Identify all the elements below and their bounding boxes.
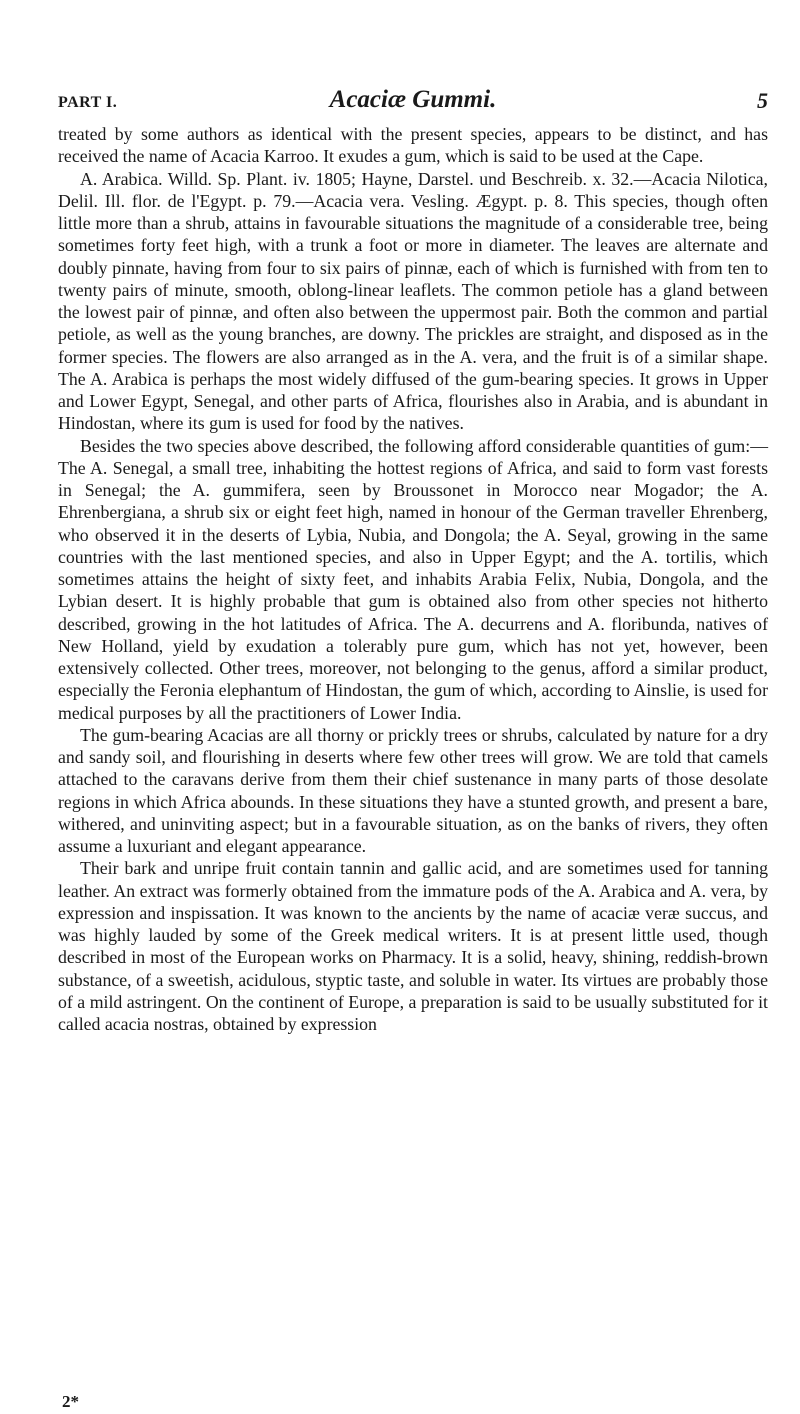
signature-mark: 2* — [62, 1392, 79, 1411]
running-title: Acaciæ Gummi. — [329, 86, 497, 113]
paragraph-other-species: Besides the two species above described, the following afford considerable quantities of gum:—The A. Senegal, a small tree, inhabiting the hottest regions of Africa, and said to form vast forests in Senegal; the A. gummifera, seen by Broussonet in Morocco near Mogador; the A. Ehrenbergiana, a shrub six or eight feet high, named in honour of the German traveller Ehrenberg, who observed it in the deserts of Lybia, Nubia, and Dongola; the A. Seyal, growing in the same countries with the last mentioned species, and also in Upper Egypt; and the A. tortilis, which sometimes attains the height of sixty feet, and inhabits Arabia Felix, Nubia, Dongola, and the Lybian desert. It is highly probable that gum is obtained also from other species not hitherto described, growing in the hot latitudes of Africa. The A. decurrens and A. floribunda, natives of New Holland, yield by exudation a tolerably pure gum, which has not yet, however, been extensively collected. Other trees, moreover, not belonging to the genus, afford a similar product, especially the Feronia elephantum of Hindostan, the gum of which, according to Ainslie, is used for medical purposes by all the practitioners of Lower India. — [58, 435, 768, 723]
paragraph-continuation: treated by some authors as identical with the present species, appears to be distinct, and has received the name of Acacia Karroo. It exudes a gum, which is said to be used at the Cape. — [58, 124, 768, 167]
body-text — [58, 123, 768, 1035]
part-label: PART I. — [58, 94, 118, 111]
paragraph-habitat: The gum-bearing Acacias are all thorny or prickly trees or shrubs, calculated by nature for a dry and sandy soil, and flourishing in deserts where few other trees will grow. We are told that camels attached to the caravans derive from them their chief sustenance in many parts of those desolate regions in which Africa abounds. In these situations they have a stunted growth, and present a bare, withered, and uninviting aspect; but in a favourable situation, as on the banks of rivers, they often assume a luxuriant and elegant appearance. — [58, 724, 768, 856]
paragraph-bark-and-fruit: Their bark and unripe fruit contain tannin and gallic acid, and are sometimes used for tanning leather. An extract was formerly obtained from the immature pods of the A. Arabica and A. vera, by expression and inspissation. It was known to the ancients by the name of acaciæ veræ succus, and was highly lauded by some of the Greek medical writers. It is at present little used, though described in most of the European works on Pharmacy. It is a solid, heavy, shining, reddish-brown substance, of a sweetish, acidulous, styptic taste, and soluble in water. Its virtues are probably those of a mild astringent. On the continent of Europe, a preparation is said to be usually substituted for it called acacia nostras, obtained by expression — [58, 858, 768, 1034]
paragraph-acacia-arabica: A. Arabica. Willd. Sp. Plant. iv. 1805; Hayne, Darstel. und Beschreib. x. 32.—Acacia Nilotica, Delil. Ill. flor. de l'Egypt. p. 79.—Acacia vera. Vesling. Ægypt. p. 8. This species, though often little more than a shrub, attains in favourable situations the magnitude of a considerable tree, being sometimes forty feet high, with a trunk a foot or more in diameter. The leaves are alternate and doubly pinnate, having from four to six pairs of pinnæ, each of which is furnished with from ten to twenty pairs of minute, smooth, oblong-linear leaflets. The common petiole has a gland between the lowest pair of pinnæ, and often also between the uppermost pair. Both the common and partial petiole, as well as the young branches, are downy. The prickles are straight, and disposed as in the former species. The flowers are also arranged as in the A. vera, and the fruit is of a similar shape. The A. Arabica is perhaps the most widely diffused of the gum-bearing species. It grows in Upper and Lower Egypt, Senegal, and other parts of Africa, flourishes also in Arabia, and is abundant in Hindostan, where its gum is used for food by the natives. — [58, 168, 768, 434]
page-number: 5 — [757, 88, 768, 113]
running-header — [58, 86, 768, 120]
